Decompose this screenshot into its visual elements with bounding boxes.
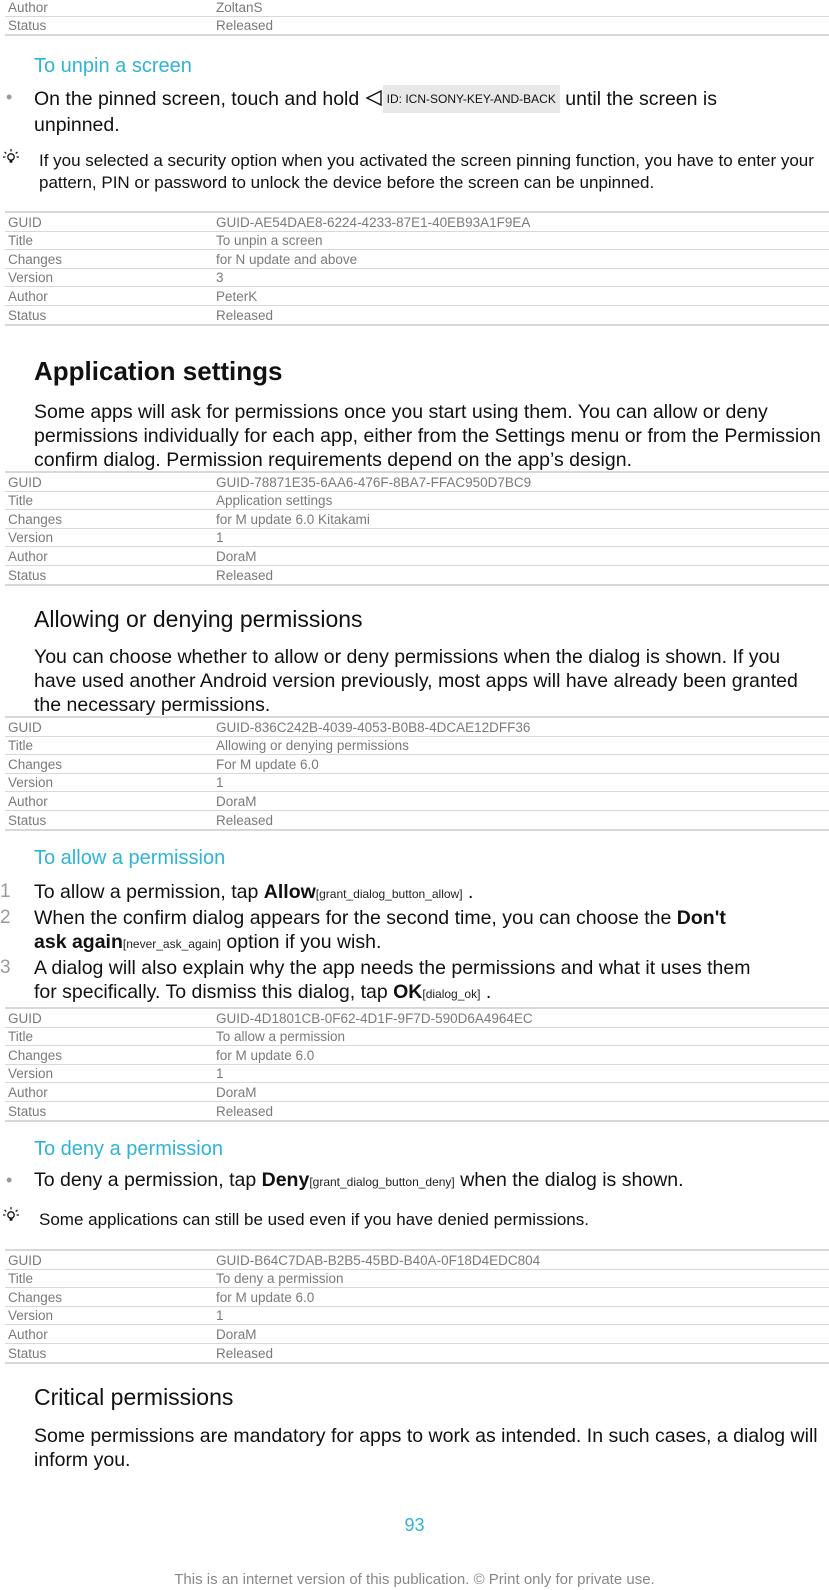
meta-row: Author DoraM: [5, 1083, 829, 1102]
meta-table-allow: [5, 1007, 829, 1122]
allow-step-1: 1 To allow a permission, tap Allow[grant_dialog_button_allow] .: [0, 881, 474, 903]
meta-row: Status Released: [5, 810, 829, 829]
meta-row: Title To unpin a screen: [5, 231, 829, 250]
back-key-icon: [365, 89, 383, 107]
ok-ui-label: OK: [393, 981, 423, 1003]
app-settings-body: Some apps will ask for permissions once you start using them. You can allow or deny permissions individually for each app, either from the Settings menu or from the Permission confirm dialog. Permission requirements depend on the app’s design.: [34, 401, 821, 471]
meta-row: Author DoraM: [5, 547, 829, 566]
allow-deny-body: You can choose whether to allow or deny permissions when the dialog is shown. If you have used another Android version previously, most apps will have already been granted the necessary permissions.: [34, 646, 798, 716]
deny-heading: To deny a permission: [34, 1138, 223, 1160]
meta-row: Title To deny a permission: [5, 1269, 829, 1288]
icon-id-label: ID: ICN-SONY-KEY-AND-BACK: [383, 85, 560, 113]
meta-row: Author DoraM: [5, 1325, 829, 1344]
meta-row: Version 1: [5, 1306, 829, 1325]
meta-row: Title Application settings: [5, 491, 829, 510]
meta-row: Version 1: [5, 528, 829, 547]
meta-row: Changes for M update 6.0 Kitakami: [5, 510, 829, 529]
unpin-tip: If you selected a security option when you activated the screen pinning function, you have to enter your pattern, PIN or password to unlock the device before the screen can be unpinned.: [39, 151, 814, 192]
meta-row: Title Allowing or denying permissions: [5, 736, 829, 755]
deny-tip: Some applications can still be used even if you have denied permissions.: [39, 1210, 589, 1229]
meta-row: GUID GUID-AE54DAE8-6224-4233-87E1-40EB93A1F9EA: [5, 212, 829, 231]
deny-step: • To deny a permission, tap Deny[grant_dialog_button_deny] when the dialog is shown.: [6, 1169, 684, 1191]
meta-row: Status Released: [5, 565, 829, 584]
meta-row: Status Released: [5, 1101, 829, 1120]
meta-row: GUID GUID-B64C7DAB-B2B5-45BD-B40A-0F18D4EDC804: [5, 1250, 829, 1269]
meta-table-deny: [5, 1249, 829, 1364]
allow-ui-label: Allow: [263, 881, 316, 903]
meta-row: GUID GUID-836C242B-4039-4053-B0B8-4DCAE12DFF36: [5, 717, 829, 736]
meta-row: Changes for M update 6.0: [5, 1288, 829, 1307]
tip-bulb-icon: [2, 148, 20, 166]
meta-row: Changes For M update 6.0: [5, 755, 829, 774]
page-number: 93: [404, 1515, 425, 1535]
meta-row: Version 1: [5, 1064, 829, 1083]
meta-row: Status Released: [5, 1343, 829, 1362]
meta-row: Status Released: [5, 16, 829, 35]
bullet-icon: •: [6, 87, 13, 107]
deny-ui-label: Deny: [261, 1169, 310, 1191]
meta-row: Changes for M update 6.0: [5, 1046, 829, 1065]
meta-row: Author DoraM: [5, 792, 829, 811]
meta-row: Title To allow a permission: [5, 1027, 829, 1046]
meta-row: GUID GUID-78871E35-6AA6-476F-8BA7-FFAC950D7BC9: [5, 472, 829, 491]
unpin-step: • On the pinned screen, touch and hold ID: ICN-SONY-KEY-AND-BACK until the screen is unpinned.: [6, 87, 717, 136]
meta-row: Author PeterK: [5, 287, 829, 306]
meta-row: Status Released: [5, 305, 829, 324]
meta-table-app-settings: [5, 471, 829, 586]
meta-table-top: [5, 0, 829, 36]
meta-row: Version 3: [5, 268, 829, 287]
meta-row: Changes for N update and above: [5, 250, 829, 269]
meta-table-unpin: [5, 211, 829, 326]
meta-row: Author ZoltanS: [5, 0, 829, 16]
unpin-heading: To unpin a screen: [34, 55, 192, 77]
meta-row: Version 1: [5, 773, 829, 792]
bullet-icon: •: [6, 1170, 13, 1190]
critical-body: Some permissions are mandatory for apps to work as intended. In such cases, a dialog will inform you.: [34, 1425, 818, 1471]
allow-step-2: 2 When the confirm dialog appears for the second time, you can choose the Don't ask again[never_ask_again] option if you wish.: [0, 907, 726, 953]
allow-heading: To allow a permission: [34, 847, 226, 869]
app-settings-heading: Application settings: [34, 356, 283, 386]
meta-table-allow-deny: [5, 716, 829, 831]
allow-step-3: 3 A dialog will also explain why the app needs the permissions and what it uses them for specifically. To dismiss this dialog, tap OK[dialog_ok] .: [0, 957, 751, 1003]
tip-bulb-icon: [2, 1206, 20, 1224]
critical-heading: Critical permissions: [34, 1384, 234, 1410]
meta-row: GUID GUID-4D1801CB-0F62-4D1F-9F7D-590D6A4964EC: [5, 1008, 829, 1027]
dont-ask-again-ui-label: Don't ask again: [34, 907, 726, 953]
footer-note: This is an internet version of this publication. © Print only for private use.: [174, 1571, 655, 1588]
allow-deny-heading: Allowing or denying permissions: [34, 606, 363, 632]
